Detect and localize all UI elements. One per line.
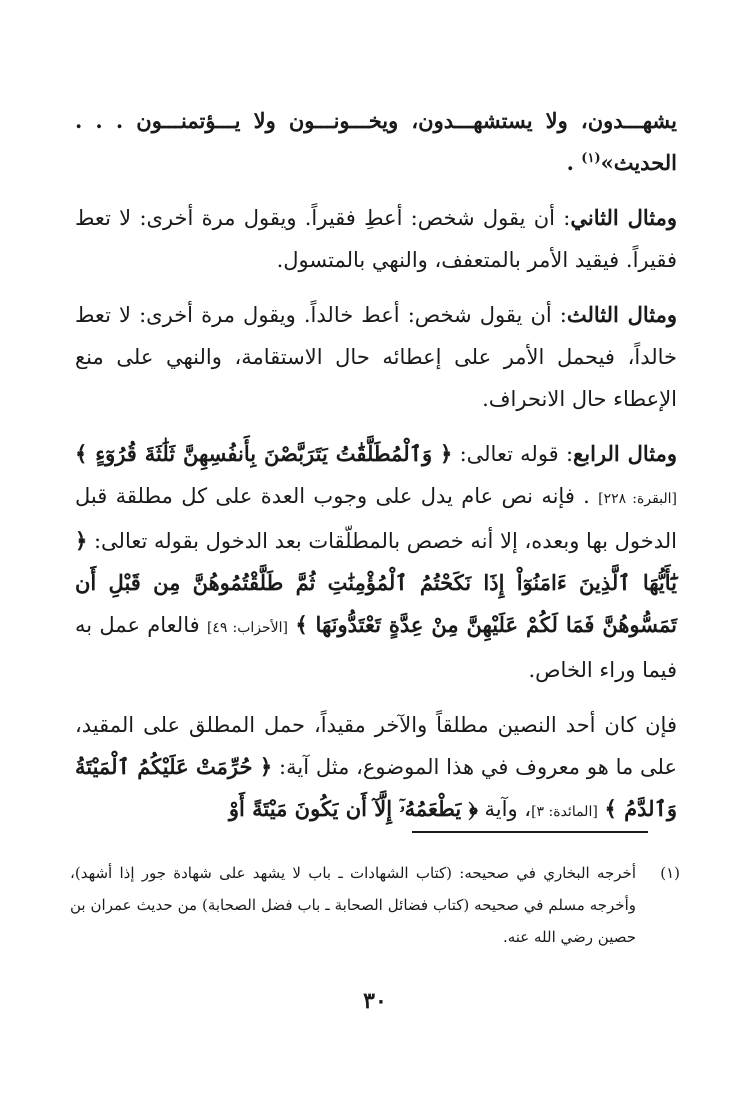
paragraph-2 (75, 197, 677, 281)
paragraph-4-text-3: فالعام عمل به فيما وراء الخاص. (75, 613, 677, 682)
verse-ref-maidah-3: [المائدة: ٣] (531, 804, 598, 820)
quran-verse-anam-145: ﴿ يَطْعَمُهُۥٓ إِلَّآ أَن يَكُونَ مَيْتَةً أَوْ (228, 796, 478, 821)
paragraph-5-text-2: ، وآية (477, 797, 532, 821)
paragraph-4-lead: ومثال الرابع (573, 441, 677, 466)
paragraph-3 (75, 294, 677, 420)
paragraph-1-tail: . (566, 150, 582, 175)
verse-ref-baqarah-228: [البقرة: ٢٢٨] (598, 491, 677, 507)
page-number: ٣٠ (363, 988, 387, 1014)
footnote-ref-1[interactable]: (١) (581, 151, 601, 166)
paragraph-1 (75, 100, 677, 184)
quran-verse-baqarah-228: ﴿ وَٱلْمُطَلَّقَٰتُ يَتَرَبَّصْنَ بِأَنفُسِهِنَّ ثَلَٰثَةَ قُرُوٓءٍ ﴾ (75, 441, 453, 466)
paragraph-2-text: : أن يقول شخص: أعطِ فقيراً. ويقول مرة أخرى: لا تعط فقيراً. فيقيد الأمر بالمتعفف، والنهي بالمتسول. (75, 206, 677, 272)
body-text (75, 100, 677, 846)
footnote-number: (١) (660, 864, 680, 882)
paragraph-4-text-2: . فإنه نص عام يدل على وجوب العدة على كل مطلقة قبل الدخول بها وبعده، إلا أنه خصص بالمطلّقات بعد الدخول بقوله تعالى: (75, 484, 677, 553)
quran-verse-ahzab-49: ﴿ يَٰٓأَيُّهَا ٱلَّذِينَ ءَامَنُوٓاْ إِذَا نَكَحْتُمُ ٱلْمُؤْمِنَٰتِ ثُمَّ طَلَّقْتُمُوهُنَّ مِن قَبْلِ أَن تَمَسُّوهُنَّ فَمَا لَكُمْ عَلَيْهِنَّ مِنْ عِدَّةٍ تَعْتَدُّونَهَا ﴾ (74, 528, 677, 637)
paragraph-4 (75, 433, 677, 691)
footnote-text: أخرجه البخاري في صحيحه: (كتاب الشهادات ـ باب لا يشهد على شهادة جور إذا أشهد)، وأخرجه مسلم في صحيحه (كتاب فضائل الصحابة ـ باب فضل الصحابة) من حديث عمران بن حصين رضي الله عنه. (70, 864, 636, 946)
footnote-divider (412, 831, 648, 833)
footnote-1 (70, 857, 680, 953)
paragraph-2-lead: ومثال الثاني (570, 205, 677, 230)
paragraph-3-lead: ومثال الثالث (566, 302, 678, 327)
paragraph-1-text: يشهـــدون، ولا يستشهـــدون، ويخـــونـــون ولا يـــؤتمنـــون . . . الحديث» (75, 108, 677, 175)
verse-ref-ahzab-49: [الأحزاب: ٤٩] (206, 620, 289, 636)
paragraph-5 (75, 704, 677, 833)
paragraph-5-text-1: فإن كان أحد النصين مطلقاً والآخر مقيداً، حمل المطلق على المقيد، على ما هو معروف في هذا الموضوع، مثل آية: (75, 713, 677, 779)
paragraph-4-text-1: : قوله تعالى: (452, 442, 574, 466)
paragraph-3-text: : أن يقول شخص: أعط خالداً. ويقول مرة أخرى: لا تعط خالداً، فيحمل الأمر على إعطائه حال الاستقامة، والنهي على منع الإعطاء حال الانحراف. (75, 303, 677, 411)
quran-verse-maidah-3: ﴿ حُرِّمَتْ عَلَيْكُمُ ٱلْمَيْتَةُ وَٱلدَّمُ ﴾ (75, 754, 677, 821)
